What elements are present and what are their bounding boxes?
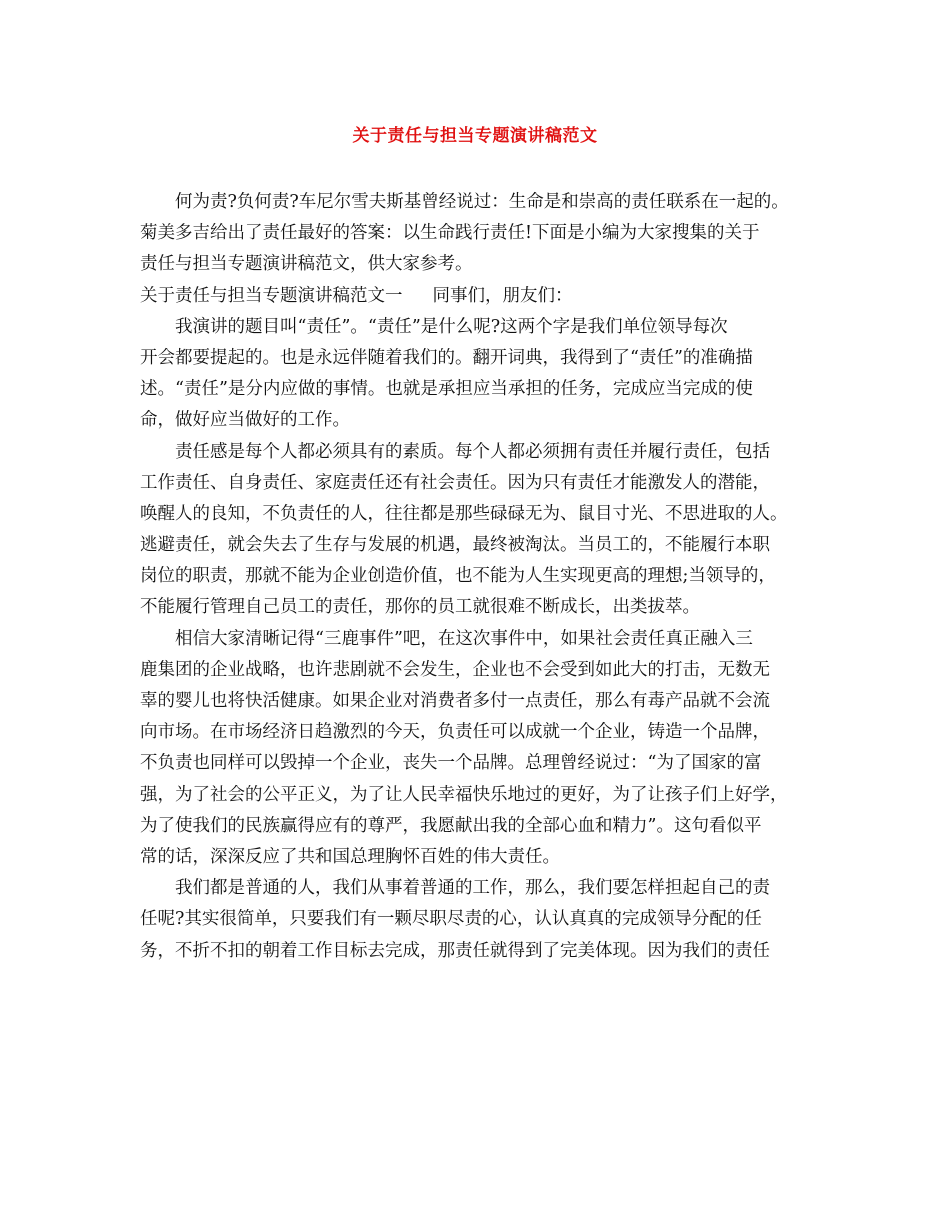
text-line: 唤醒人的良知，不负责任的人，往往都是那些碌碌无为、鼠目寸光、不思进取的人。 xyxy=(140,503,788,524)
text-line: 强，为了社会的公平正义，为了让人民幸福快乐地过的更好，为了让孩子们上好学， xyxy=(140,784,788,805)
text-line: 为了使我们的民族赢得应有的尊严，我愿献出我的全部心血和精力”。这句看似平 xyxy=(140,815,762,836)
text-line: 命，做好应当做好的工作。 xyxy=(140,410,350,431)
text-line: 责任感是每个人都必须具有的素质。每个人都必须拥有责任并履行责任，包括 xyxy=(175,441,770,462)
section-heading: 关于责任与担当专题演讲稿范文一 xyxy=(140,285,403,306)
paragraph-intro xyxy=(140,187,828,281)
text-line: 不负责也同样可以毁掉一个企业，丧失一个品牌。总理曾经说过：“为了国家的富 xyxy=(140,753,762,774)
text-line: 务，不折不扣的朝着工作目标去完成，那责任就得到了完美体现。因为我们的责任 xyxy=(140,940,770,961)
text-line: 我们都是普通的人，我们从事着普通的工作，那么，我们要怎样担起自己的责 xyxy=(175,878,770,899)
text-line: 岗位的职责，那就不能为企业创造价值，也不能为人生实现更高的理想;当领导的， xyxy=(140,566,776,587)
paragraph-2 xyxy=(140,437,828,624)
text-line: 向市场。在市场经济日趋激烈的今天，负责任可以成就一个企业，铸造一个品牌， xyxy=(140,722,770,743)
text-line: 何为责?负何责?车尼尔雪夫斯基曾经说过：生命是和崇高的责任联系在一起的。 xyxy=(175,192,789,212)
text-line: 辜的婴儿也将快活健康。如果企业对消费者多付一点责任，那么有毒产品就不会流 xyxy=(140,691,770,711)
text-line xyxy=(140,281,828,312)
paragraph-1 xyxy=(140,312,828,437)
text-line: 我演讲的题目叫“责任”。“责任”是什么呢?这两个字是我们单位领导每次 xyxy=(175,316,728,337)
text-line: 逃避责任，就会失去了生存与发展的机遇，最终被淘汰。当员工的，不能履行本职 xyxy=(140,535,770,556)
text-line: 相信大家清晰记得“三鹿事件”吧，在这次事件中，如果社会责任真正融入三 xyxy=(175,628,753,649)
paragraph-3 xyxy=(140,624,828,874)
salutation: 同事们，朋友们： xyxy=(432,285,573,306)
text-line: 责任与担当专题演讲稿范文，供大家参考。 xyxy=(140,254,473,275)
text-line: 菊美多吉给出了责任最好的答案：以生命践行责任!下面是小编为大家搜集的关于 xyxy=(140,223,760,244)
document-body xyxy=(140,187,828,967)
text-line: 述。“责任”是分内应做的事情。也就是承担应当承担的任务，完成应当完成的使 xyxy=(140,379,753,400)
text-line: 工作责任、自身责任、家庭责任还有社会责任。因为只有责任才能激发人的潜能， xyxy=(140,472,770,493)
text-line: 常的话，深深反应了共和国总理胸怀百姓的伟大责任。 xyxy=(140,846,560,867)
paragraph-4 xyxy=(140,873,828,967)
document-title: 关于责任与担当专题演讲稿范文 xyxy=(352,126,598,146)
text-line: 不能履行管理自己员工的责任，那你的员工就很难不断成长，出类拔萃。 xyxy=(140,597,700,618)
text-line: 开会都要提起的。也是永远伴随着我们的。翻开词典，我得到了“责任”的准确描 xyxy=(140,347,753,368)
text-line: 任呢?其实很简单，只要我们有一颗尽职尽责的心，认认真真的完成领导分配的任 xyxy=(140,909,762,930)
text-line: 鹿集团的企业战略，也许悲剧就不会发生，企业也不会受到如此大的打击，无数无 xyxy=(140,659,770,680)
paragraph-heading xyxy=(140,281,828,312)
